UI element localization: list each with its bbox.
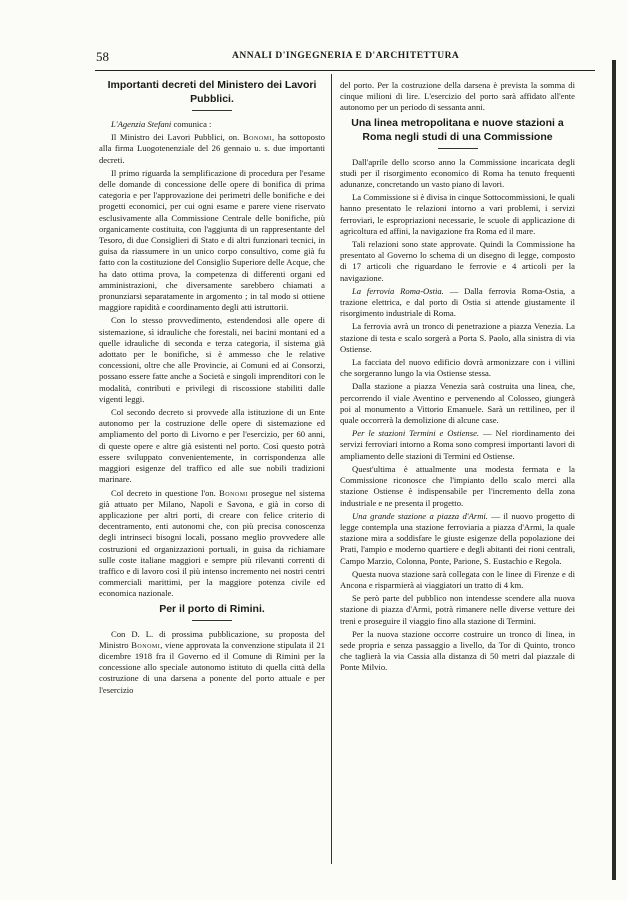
- column-divider: [331, 74, 332, 864]
- paragraph: La ferrovia avrà un tronco di penetrazione a piazza Venezia. La stazione di testa e scalo sorgerà a Porta S. Paolo, alla sinistra di via Ostiense.: [340, 321, 575, 354]
- paragraph: Questa nuova stazione sarà collegata con le linee di Firenze e di Ancona e risparmierà ai viaggiatori un tratto di 4 km.: [340, 568, 575, 590]
- paragraph: Con D. L. di prossima pubblicazione, su proposta del Ministro Bonomi, viene approvata la convenzione stipulata il 21 dicembre 1918 fra il Governo ed il Comune di Rimini per la concessione allo speciale autonomo istituto di quella città della costruzione di una darsena a ponente del porto attuale e per l'esercizio: [99, 628, 325, 695]
- paragraph: Se però parte del pubblico non intendesse scendere alla nuova stazione di piazza d'Armi, potrà rimanere nelle diverse vetture dei treni e proseguire il viaggio fino alla stazione di Termini.: [340, 593, 575, 626]
- page-number: 58: [96, 49, 109, 64]
- paragraph: La ferrovia Roma-Ostia. — Dalla ferrovia Roma-Ostia, a trazione elettrica, e dal porto di Ostia si attende giustamente il risorgimento industriale di Roma.: [340, 285, 575, 319]
- minister-name: Bonomi: [131, 639, 161, 650]
- title-rule: [192, 620, 232, 621]
- header-rule: [95, 70, 595, 71]
- paragraph: Tali relazioni sono state approvate. Quindi la Commissione ha presentato al Governo lo schema di un disegno di legge, composto di 17 articoli che riguardano le ferrovie e 4 articoli per la navigazione.: [340, 239, 575, 283]
- paragraph: L'Agenzia Stefani comunica :: [111, 119, 212, 129]
- section-heading: Una grande stazione a piazza d'Armi.: [352, 510, 488, 521]
- article-metropolitana: [340, 116, 575, 674]
- paragraph: Per la nuova stazione occorre costruire un tronco di linea, in sede propria e senza passaggio a livello, da Tor di Quinto, tronco che taglierà la via Cassia alla distanza di 50 metri dal piazzale di Ponte Milvio.: [340, 628, 575, 673]
- title-rule: [192, 110, 232, 111]
- paragraph: Col secondo decreto si provvede alla istituzione di un Ente autonomo per la costruzione delle opere di sistemazione ed ampliamento del porto di Livorno e per l'esercizio, per 60 anni, di queste opere e altre già esistenti nel porto. Così questo potrà essere sviluppato convenientemente, in corrispondenza alle maggiori esigenze del traffico ed alle sue nobili tradizioni marinare.: [99, 407, 325, 485]
- running-head: ANNALI D'INGEGNERIA E D'ARCHITETTURA: [232, 51, 460, 61]
- article-title-metropolitana: Una linea metropolitana e nuove stazioni a Roma negli studi di una Commissione: [351, 116, 564, 143]
- minister-name: Bonomi: [242, 132, 273, 143]
- right-column: [340, 80, 575, 676]
- paragraph: Dall'aprile dello scorso anno la Commissione incaricata degli studi per il risorgimento economico di Roma ha tenuto frequenti adunanze, concretando un vasto piano di lavori.: [340, 156, 575, 190]
- paragraph: Con lo stesso provvedimento, estendendosi alle opere di sistemazione, sì idrauliche che forestali, nei bacini montani ed a quelle idrauliche di seconda e terza categoria, il sistema già adottato per le bonifiche, si è ammesso che le relative concessioni, oltre che alle Provincie, ai Comuni ed ai Consorzi, possano essere fatte anche a Società e singoli imprenditori con le modalità, contributi e privilegi di riscossione stabiliti dalle vigenti leggi.: [99, 315, 325, 404]
- article-title-decreti: Importanti decreti del Ministero dei Lavori Pubblici.: [107, 79, 317, 105]
- paragraph: Quest'ultima è attualmente una modesta fermata e la Commissione riconosce che l'impianto dello scalo merci alla stazione Ostiense è indispensabile per l'incremento della zona industriale e ne presenta il progetto.: [340, 463, 575, 508]
- article-title-rimini: Per il porto di Rimini.: [159, 602, 265, 615]
- title-rule: [438, 148, 478, 149]
- paragraph: Per le stazioni Termini e Ostiense. — Nel riordinamento dei servizi ferroviari intorno a Roma sono compresi importanti lavori di ampliamento delle stazioni di Termini ed Ostiense.: [340, 428, 575, 461]
- paragraph: La Commissione si è divisa in cinque Sottocommissioni, le quali hanno presentato le relazioni intorno a vari problemi, i servizi ferroviari, le espropriazioni necessarie, le scuole di applicazione di agricoltura ed affini, la navigazione fra Roma ed il mare.: [340, 192, 575, 236]
- page-edge-bar: [612, 60, 616, 880]
- agency-name: L'Agenzia Stefani: [111, 119, 172, 129]
- article-rimini: [99, 602, 325, 696]
- section-heading: La ferrovia Roma-Ostia.: [352, 285, 444, 296]
- article-decreti: [99, 78, 325, 600]
- paragraph: Il Ministro dei Lavori Pubblici, on. Bonomi, ha sottoposto alla firma Luogotenenziale del 26 gennaio u. s. due importanti decreti.: [99, 132, 325, 165]
- paragraph-continuation: del porto. Per la costruzione della darsena è prevista la somma di cinque milioni di lire. L'esercizio del porto sarà affidato all'ente autonomo per un periodo di sessanta anni.: [340, 80, 575, 113]
- paragraph: Una grande stazione a piazza d'Armi. — il nuovo progetto di legge contempla una stazione ferroviaria a piazza d'Armi, la quale stazione mira a soddisfare le giuste esigenze della popolazione dei Prati, l'ampio e moderno quartiere e degli abitanti dei rioni centrali, Campo Marzio, Colonna, Ponte, Parione, S. Eustachio e Regola.: [340, 510, 575, 566]
- paragraph: Dalla stazione a piazza Venezia sarà costruita una linea, che, percorrendo il viale Aventino e pervenendo al Colosseo, giungerà poi al monumento a Vittorio Emanuele. Sarà un rettilineo, per il quale occorrerà la demolizione di alcune case.: [340, 381, 575, 426]
- paragraph: Col decreto in questione l'on. Bonomi prosegue nel sistema già attuato per Milano, Napoli e Savona, e già in corso di applicazione per altri porti, di creare con felice criterio di decentramento, enti autonomi che, con più precisa conoscenza degli intrinseci bisogni locali, possano meglio provvedere alle costruzioni ed organizzazioni portuali, in guisa da richiamare sulle coste italiane maggiori e sempre più rilevanti correnti di traffico e di lavoro così il più intenso incremento nei nostri centri commerciali marittimi, per la maggiore potenza civile ed economica nazionale.: [99, 487, 325, 599]
- paragraph: Il primo riguarda la semplificazione di procedura per l'esame delle domande di concessione delle opere di bonifica di prima categoria e per l'approvazione dei perimetri delle bonifiche e dei progetti economici, per cui ogni esame e parere viene riservato esclusivamente alla Commissione Centrale delle bonifiche, più organicamente costituita, con l'aggiunta di un rappresentante del Tesoro, di due Consiglieri di Stato e di altri funzionari tecnici, in guisa da riassumere in un unico corpo consultivo, come già fu fatto con la costituzione del Consiglio Superiore delle Acque, che ha dato ottima prova, la competenza di differenti organi ed amministrazioni, che diversamente sarebbero chiamati a pronunziarsi separatamente in argomento ; in tal modo si ottiene maggiore rapidità e coordinamento degli atti istruttorii.: [99, 167, 325, 313]
- paragraph: La facciata del nuovo edificio dovrà armonizzare con i villini che sorgeranno lungo la via Ostiense stessa.: [340, 357, 575, 379]
- minister-name: Bonomi: [219, 487, 249, 498]
- left-column: [99, 78, 325, 698]
- section-heading: Per le stazioni Termini e Ostiense.: [352, 428, 480, 439]
